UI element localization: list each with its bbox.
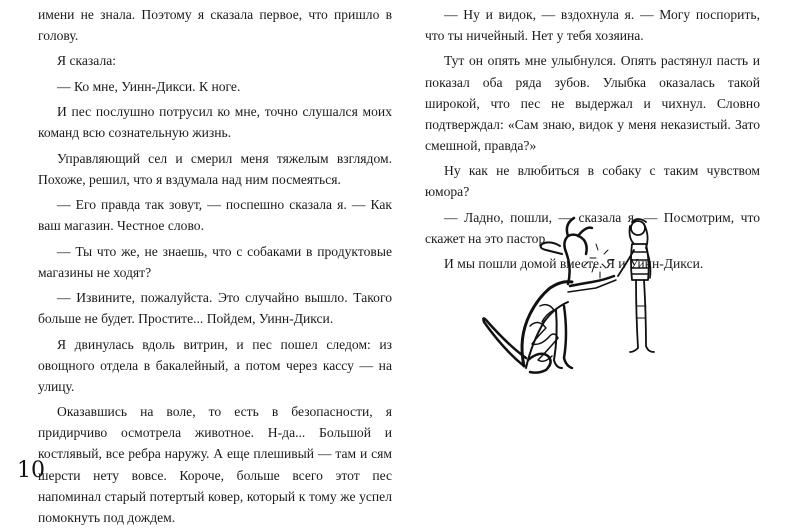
paragraph: — Ладно, пошли, — сказала я. — Посмотрим, что скажет на это пастор. [425, 209, 760, 246]
paragraph: И мы пошли домой вместе. Я и Уинн-Дикси. [444, 256, 704, 272]
girl-and-dog-illustration [468, 210, 688, 385]
left-text-column [38, 4, 392, 532]
paragraph: — Его правда так зовут, — поспешно сказала я. — Как ваш магазин. Честное слово. [38, 197, 392, 234]
paragraph: И пес послушно потрусил ко мне, точно слушался моих команд всю сознательную жизнь. [38, 104, 392, 141]
paragraph: Тут он опять мне улыбнулся. Опять растянул пасть и показал оба ряда зубов. Улыбка оказалась такой широкой, что пес не выдержал и чихнул. Словно подтверждал: «Сам знаю, видок у меня неказистый. Зато смешной, правда?» [425, 53, 760, 153]
paragraph: — Извините, пожалуйста. Это случайно вышло. Такого больше не будет. Простите... Пойдем, Уинн-Дикси. [38, 290, 392, 327]
paragraph: — Ты что же, не знаешь, что с собаками в продуктовые магазины не ходят? [38, 243, 392, 280]
paragraph: Управляющий сел и смерил меня тяжелым взглядом. Похоже, решил, что я вздумала над ним посмеяться. [38, 150, 392, 187]
paragraph: — Ну и видок, — вздохнула я. — Могу поспорить, что ты ничейный. Нет у тебя хозяина. [425, 7, 760, 44]
paragraph: Оказавшись на воле, то есть в безопасности, я придирчиво осмотрела животное. Н-да... Большой и костлявый, все ребра наружу. А еще плешивый — там и сям шерсти нету вовсе. Короче, больше всего этот пес напоминал старый потертый ковер, который к тому же успел помокнуть под дождем. [38, 404, 392, 525]
paragraph: — Ко мне, Уинн-Дикси. К ноге. [57, 78, 241, 94]
paragraph: Ну как не влюбиться в собаку с таким чувством юмора? [425, 163, 760, 200]
paragraph: имени не знала. Поэтому я сказала первое, что пришло в голову. [38, 7, 392, 44]
paragraph: Я сказала: [57, 53, 117, 69]
page-number: 10 [17, 458, 45, 483]
paragraph: Я двинулась вдоль витрин, и пес пошел следом: из овощного отдела в бакалейный, а потом через кассу — на улицу. [38, 336, 392, 394]
